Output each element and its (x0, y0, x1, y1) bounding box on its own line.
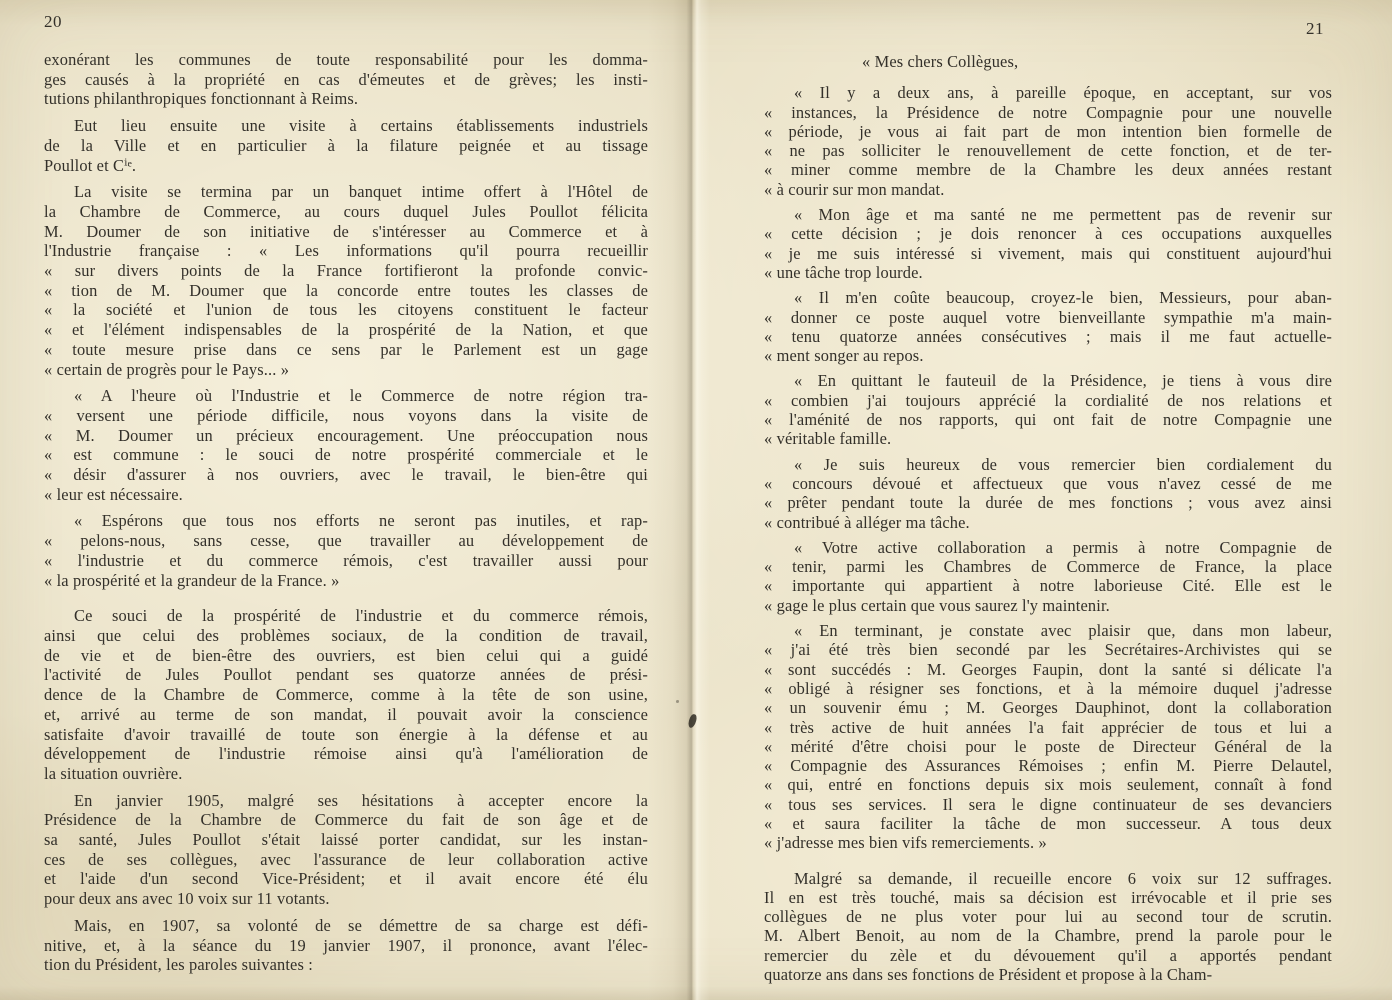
paragraph (764, 205, 1332, 282)
text-line: « miner comme membre de la Chambre les deux années restant (764, 160, 1332, 180)
text-line: « instances, la Présidence de notre Compagnie pour une nouvelle (764, 102, 1332, 122)
text-line: « très active de huit années l'a fait apprécier de tous et lui a (764, 717, 1332, 737)
text-line: et, arrivé au terme de son mandat, il pouvait avoir la conscience (44, 704, 648, 724)
text-line: exonérant les communes de toute responsabilité pour les domma- (44, 50, 648, 69)
text-line: « Il m'en coûte beaucoup, croyez-le bien, Messieurs, pour aban- (794, 288, 1332, 308)
text-line: ces de ses collègues, avec l'assurance de leur collaboration active (44, 849, 648, 869)
paragraph (764, 869, 1332, 985)
text-line: tion du Président, les paroles suivantes : (44, 955, 313, 975)
text-line: « Mes chers Collègues, (862, 52, 1019, 71)
text-line: « désir d'assurer à nos ouvriers, avec le travail, le bien-être qui (44, 465, 648, 485)
text-line: « l'aménité de nos rapports, qui ont fait de notre Compagnie une (764, 410, 1332, 430)
text-line: la situation ouvrière. (44, 763, 183, 783)
paragraph (764, 538, 1332, 615)
text-line: « la société et l'union de tous les citoyens constituent le facteur (44, 300, 648, 320)
page-number-20: 20 (44, 12, 62, 31)
text-line: « certain de progrès pour le Pays... » (44, 359, 290, 379)
paragraph (44, 606, 648, 783)
text-line: « Je suis heureux de vous remercier bien cordialement du (794, 454, 1332, 474)
text-line: Ce souci de la prospérité de l'industrie et du commerce rémois, (74, 606, 648, 626)
text-line: l'Industrie française : « Les informations qu'il pourra recueillir (44, 241, 648, 261)
text-line: et l'aide d'un second Vice-Président; et il avait encore été élu (44, 869, 648, 889)
text-line: « pelons-nous, sans cesse, que travailler au développement de (44, 531, 648, 551)
text-line: « j'ai été très bien secondé par les Secrétaires-Archivistes qui se (764, 640, 1332, 660)
paragraph (44, 916, 648, 975)
text-line: « En quittant le fauteuil de la Présidence, je tiens à vous dire (794, 371, 1332, 391)
text-line: « véritable famille. (764, 429, 892, 449)
text-line: « contribué à alléger ma tâche. (764, 512, 970, 532)
text-line: Il en est très touché, mais sa décision est irrévocable et il prie ses (764, 887, 1332, 907)
text-line: « sur divers points de la France fortifieront la profonde convic- (44, 261, 648, 281)
text-line: « l'industrie et du commerce rémois, c'est travailler aussi pour (44, 550, 648, 570)
page-21-text-block (764, 52, 1332, 984)
text-line: « concours dévoué et affectueux que vous n'avez cessé de me (764, 473, 1332, 493)
text-line: « et saura faciliter la tâche de mon successeur. A tous deux (764, 813, 1332, 833)
text-line: « j'adresse mes bien vifs remerciements. » (764, 833, 1047, 853)
text-line: la Chambre de Commerce, au cours duquel Jules Poullot félicita (44, 201, 648, 221)
paragraph (764, 371, 1332, 448)
text-line: « cette décision ; je dois renoncer à ces occupations auxquelles (764, 224, 1332, 244)
text-line: « ment songer au repos. (764, 346, 924, 366)
text-line: « A l'heure où l'Industrie et le Commerce de notre région tra- (74, 386, 648, 406)
text-line: pour deux ans avec 10 voix sur 11 votants. (44, 889, 330, 909)
text-line: « période, je vous ai fait part de mon intention bien formelle de (764, 121, 1332, 141)
text-line: « gage le plus certain que vous saurez l'y maintenir. (764, 595, 1110, 615)
text-line: « mérité d'être choisi pour le poste de Directeur Général de la (764, 736, 1332, 756)
text-line: « Votre active collaboration a permis à notre Compagnie de (794, 537, 1332, 557)
text-line: « Mon âge et ma santé ne me permettent pas de revenir sur (794, 205, 1332, 225)
text-line: « leur est nécessaire. (44, 484, 183, 504)
text-line: « Espérons que tous nos efforts ne seront pas inutiles, et rap- (74, 511, 648, 531)
text-line: ainsi que celui des problèmes sociaux, de la condition de travail, (44, 625, 648, 645)
paragraph (44, 116, 648, 175)
text-line: Mais, en 1907, sa volonté de se démettre de sa charge est défi- (74, 915, 648, 935)
paragraph (764, 83, 1332, 199)
text-line: remercier du zèle et du dévouement qu'il a apportés pendant (764, 945, 1332, 965)
text-line: « combien j'ai toujours apprécié la cordialité de nos relations et (764, 390, 1332, 410)
paragraph (44, 386, 648, 504)
text-line: « qui, entré en fonctions depuis six mois seulement, connaît à fond (764, 775, 1332, 795)
text-line: « toute mesure prise dans ce sens par le Parlement est un gage (44, 339, 648, 359)
text-line: En janvier 1905, malgré ses hésitations à accepter encore la (74, 790, 648, 810)
text-line: « donner ce poste auquel votre bienveillante sympathie m'a main- (764, 307, 1332, 327)
text-line: Poullot et Cⁱᵉ. (44, 155, 137, 175)
page-20-text-block (44, 50, 648, 975)
paragraph (764, 455, 1332, 532)
paragraph (764, 621, 1332, 853)
text-line: de la Ville et en particulier à la filature peignée et au tissage (44, 135, 648, 155)
text-line: l'activité de Jules Poullot pendant ses quatorze années de prési- (44, 665, 648, 685)
text-line: « est commune : le souci de notre prospérité commerciale et le (44, 445, 648, 465)
paragraph (44, 50, 648, 109)
text-line: « ne pas solliciter le renouvellement de cette fonction, et de ter- (764, 141, 1332, 161)
paragraph (764, 288, 1332, 365)
text-line: « à courir sur mon mandat. (764, 179, 945, 199)
text-line: satisfaite d'avoir travaillé de toute son énergie à la défense et au (44, 724, 648, 744)
text-line: « tenu quatorze années consécutives ; mais il me faut actuelle- (764, 326, 1332, 346)
paragraph (44, 791, 648, 909)
text-line: « et l'élément indispensables de la prospérité de la Nation, et que (44, 320, 648, 340)
paragraph (44, 511, 648, 590)
text-line: sa santé, Jules Poullot s'était laissé porter candidat, sur les instan- (44, 830, 648, 850)
paragraph (764, 52, 1332, 71)
page-gutter-crease (648, 0, 710, 1000)
text-line: ges causés à la propriété en cas d'émeutes et de grèves; les insti- (44, 69, 648, 89)
text-line: M. Albert Benoit, au nom de la Chambre, prend la parole pour le (764, 926, 1332, 946)
text-line: « prêter pendant toute la durée de mes fonctions ; vous avez ainsi (764, 493, 1332, 513)
text-line: « tion de M. Doumer que la concorde entre toutes les classes de (44, 280, 648, 300)
text-line: « la prospérité et la grandeur de la France. » (44, 570, 340, 590)
text-line: « je me suis intéressé si vivement, mais qui constituent aujourd'hui (764, 243, 1332, 263)
text-line: quatorze ans dans ses fonctions de Président et propose à la Cham- (764, 965, 1213, 985)
text-line: de vie et de bien-être des ouvriers, est bien celui qui a guidé (44, 645, 648, 665)
text-line: dence de la Chambre de Commerce, comme à la tête de son usine, (44, 685, 648, 705)
text-line: La visite se termina par un banquet intime offert à l'Hôtel de (74, 182, 648, 202)
text-line: « versent une période difficile, nous voyons dans la visite de (44, 405, 648, 425)
text-line: « Compagnie des Assurances Rémoises ; enfin M. Pierre Delautel, (764, 756, 1332, 776)
text-line: « une tâche trop lourde. (764, 262, 923, 282)
text-line: tutions philanthropiques fonctionnant à Reims. (44, 89, 359, 109)
text-line: Eut lieu ensuite une visite à certains établissements industriels (74, 116, 648, 136)
text-line: nitive, et, à la séance du 19 janvier 1907, il prononce, avant l'élec- (44, 935, 648, 955)
text-line: « tous ses services. Il sera le digne continuateur de ses devanciers (764, 794, 1332, 814)
text-line: « importante qui appartient à notre laborieuse Cité. Elle est le (764, 576, 1332, 596)
paragraph (44, 182, 648, 379)
text-line: « tenir, parmi les Chambres de Commerce de France, la place (764, 557, 1332, 577)
text-line: Présidence de la Chambre de Commerce du fait de son âge et de (44, 810, 648, 830)
text-line: collègues de ne plus voter pour lui au second tour de scrutin. (764, 907, 1332, 927)
text-line: « M. Doumer un précieux encouragement. Une préoccupation nous (44, 425, 648, 445)
text-line: « sont succédés : M. Georges Faupin, dont la santé si délicate l'a (764, 659, 1332, 679)
page-number-21: 21 (1306, 19, 1324, 38)
text-line: développement de l'industrie rémoise ainsi qu'à l'amélioration de (44, 744, 648, 764)
text-line: M. Doumer de son initiative de s'intéresser au Commerce et à (44, 221, 648, 241)
text-line: « un souvenir ému ; M. Georges Dauphinot, dont la collaboration (764, 698, 1332, 718)
text-line: « obligé à résigner ses fonctions, et à la mémoire duquel j'adresse (764, 678, 1332, 698)
text-line: « Il y a deux ans, à pareille époque, en acceptant, sur vos (794, 83, 1332, 103)
text-line: « En terminant, je constate avec plaisir que, dans mon labeur, (794, 621, 1332, 641)
text-line: Malgré sa demande, il recueille encore 6 voix sur 12 suffrages. (794, 868, 1332, 888)
